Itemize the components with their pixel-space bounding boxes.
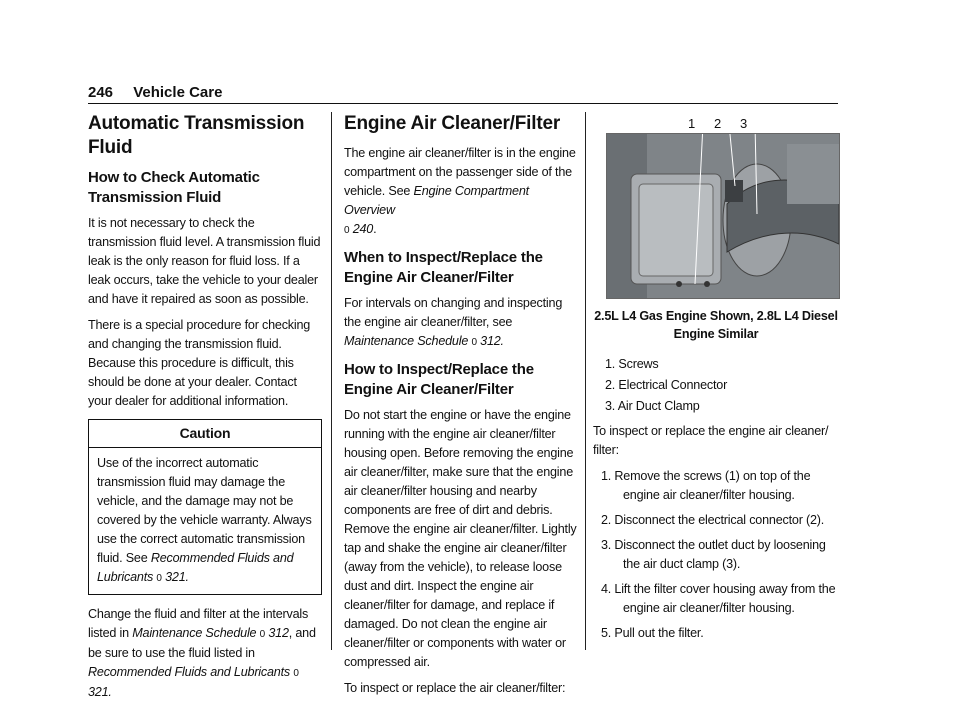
callout-label: 2 [714,116,722,131]
page-ref-icon: 0 [471,337,477,348]
procedure-step: 2. Disconnect the electrical connector (2). [601,513,825,527]
paragraph: There is a special procedure for checking and changing the transmission fluid. Because this procedure is difficult, this should be done at your dealer. Contact your dealer for additional information. [88,318,311,408]
procedure-step: 1. Remove the screws (1) on top of the engine air cleaner/filter housing. [601,469,811,502]
text: Change the fluid and filter at the intervals listed in [88,607,309,640]
page-ref[interactable]: 312. [480,334,504,348]
page-number: 246 [88,84,114,101]
engine-photo-illustration [607,134,839,298]
cross-reference-link[interactable]: Maintenance Schedule [344,334,469,348]
page-ref[interactable]: 312 [268,626,289,640]
page-ref[interactable]: 321. [88,685,112,699]
caution-title: Caution [89,420,321,448]
paragraph [344,294,580,352]
page-ref-icon: 0 [293,668,299,679]
paragraph: To inspect or replace the engine air cleaner/ filter: [593,424,829,457]
procedure-step: 3. Disconnect the outlet duct by loosening the air duct clamp (3). [601,538,826,571]
legend-item: 3. Air Duct Clamp [605,399,700,413]
cross-reference-link[interactable]: Engine Compartment Overview [344,184,529,217]
cross-reference-link[interactable]: Recommended Fluids and Lubricants [97,551,294,584]
page-ref-icon: 0 [259,629,266,640]
text: For intervals on changing and inspecting the engine air cleaner/filter, see [344,296,563,329]
paragraph [88,605,322,702]
column-divider [331,112,332,650]
procedure-step: 5. Pull out the filter. [601,626,704,640]
subsection-heading: When to Inspect/Replace the Engine Air Cleaner/Filter [344,249,543,286]
header-rule [88,103,838,104]
section-heading: Automatic Transmission Fluid [88,113,305,158]
page-ref-icon: 0 [156,573,162,584]
caution-body [89,448,321,594]
procedure-step: 4. Lift the filter cover housing away from the engine air cleaner/filter housing. [601,582,836,615]
legend-item: 2. Electrical Connector [605,378,728,392]
cross-reference-link[interactable]: Maintenance Schedule [132,626,257,640]
subsection-heading: How to Check Automatic Transmission Fluid [88,169,260,206]
page-ref[interactable]: 240 [352,222,374,236]
legend-item: 1. Screws [605,357,659,371]
column-divider [585,112,586,650]
figure-legend [593,355,839,416]
page-ref-icon: 0 [344,225,350,236]
column-air-cleaner [344,112,580,705]
callout-label: 1 [688,116,696,131]
cross-reference-link[interactable]: Recommended Fluids and Lubricants [88,665,291,679]
section-heading: Engine Air Cleaner/Filter [344,113,561,134]
text: , and be sure to use the fluid listed in [88,626,316,660]
callout-label: 3 [740,116,748,131]
column-figure-steps [593,112,839,649]
page-header [88,84,222,101]
paragraph: It is not necessary to check the transmission fluid level. A transmission fluid leak is the only reason for fluid loss. If a leak occurs, take the vehicle to your dealer and have it repaired as soon as possible. [88,216,321,306]
figure-caption: 2.5L L4 Gas Engine Shown, 2.8L L4 Diesel Engine Similar [594,309,838,341]
caution-box [88,419,322,595]
paragraph: Do not start the engine or have the engine running with the engine air cleaner/filter housing open. Before removing the engine air cleaner/filter, make sure that the engine air cleaner/filter housing and nearby components are free of dirt and debris. Remove the engine air cleaner/filter. Lightly tap and shake the engine air cleaner/filter (away from the vehicle), to release loose dust and dirt. Inspect the engine air cleaner/filter for damage, and replace if damaged. Do not clean the engine air cleaner/filter or components with water or compressed air. [344,408,577,669]
column-transmission [88,112,322,709]
page-ref[interactable]: 321. [165,570,189,584]
engine-air-cleaner-figure [606,133,840,299]
section-title: Vehicle Care [133,84,223,101]
paragraph: To inspect or replace the air cleaner/filter: [344,681,566,695]
procedure-steps [593,467,839,643]
subsection-heading: How to Inspect/Replace the Engine Air Cleaner/Filter [344,361,534,398]
paragraph: The engine air cleaner/filter is in the engine compartment on the passenger side of the vehicle. See Engine Compartment Overview 0 240. [344,146,576,236]
text: The engine air cleaner/filter is in the engine compartment on the passenger side of the vehicle. See [344,146,576,198]
caution-text: Use of the incorrect automatic transmission fluid may damage the vehicle, and the damage may not be covered by the vehicle warranty. Always use the correct automatic transmission fluid. See [97,456,312,565]
